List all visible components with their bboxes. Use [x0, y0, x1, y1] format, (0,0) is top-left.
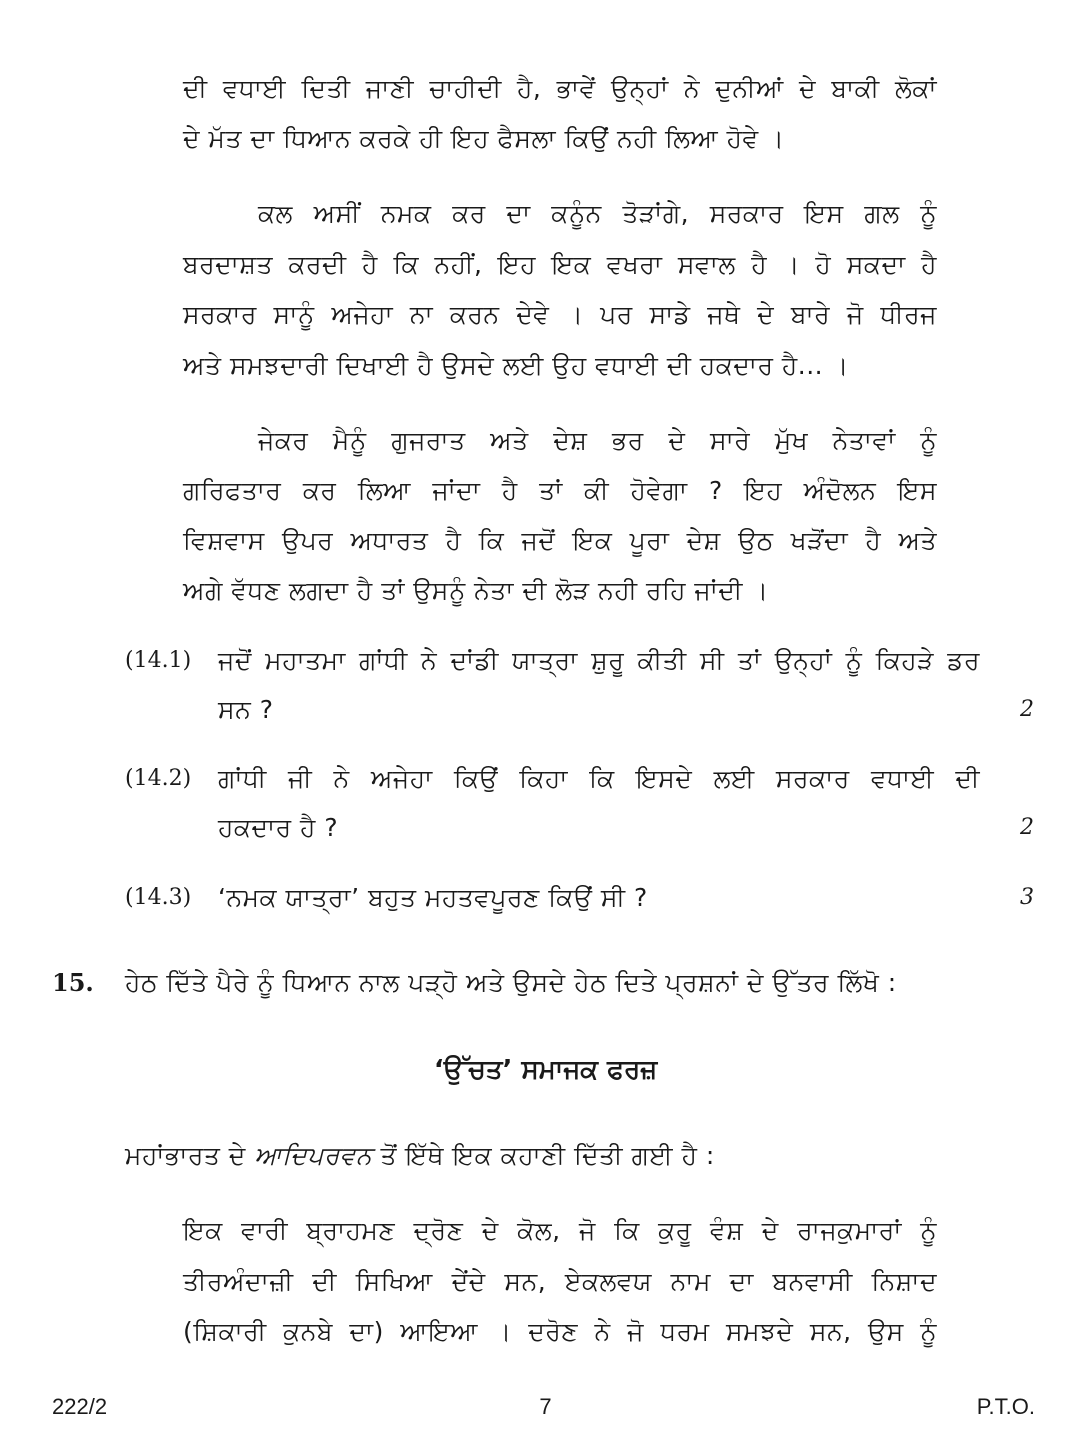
page-number: 7 — [539, 1394, 552, 1419]
question-text: ਜਦੋਂ ਮਹਾਤਮਾ ਗਾਂਧੀ ਨੇ ਦਾਂਡੀ ਯਾਤ੍ਰਾ ਸ਼ੁਰੂ ਕੀਤੀ ਸੀ ਤਾਂ ਉਨ੍ਹਾਂ ਨੂੰ ਕਿਹੜੇ ਡਰ — [218, 646, 980, 675]
question-number: (14.2) — [125, 766, 192, 791]
passage-intro — [125, 1139, 715, 1173]
passage-line: ਦੀ ਵਧਾਈ ਦਿਤੀ ਜਾਣੀ ਚਾਹੀਦੀ ਹੈ, ਭਾਵੇਂ ਉਨ੍ਹਾਂ ਨੇ ਦੁਨੀਆਂ ਦੇ ਬਾਕੀ ਲੋਕਾਂ — [183, 74, 937, 103]
paper-code: 222/2 — [52, 1394, 108, 1419]
passage-line: ਅਤੇ ਸਮਝਦਾਰੀ ਦਿਖਾਈ ਹੈ ਉਸਦੇ ਲਈ ਉਹ ਵਧਾਈ ਦੀ ਹਕਦਾਰ ਹੈ... । — [183, 351, 849, 380]
story-line: ਤੀਰਅੰਦਾਜ਼ੀ ਦੀ ਸਿਖਿਆ ਦੇਂਦੇ ਸਨ, ਏਕਲਵਯ ਨਾਮ ਦਾ ਬਨਵਾਸੀ ਨਿਸ਼ਾਦ — [183, 1267, 937, 1296]
passage-line: ਸਰਕਾਰ ਸਾਨੂੰ ਅਜੇਹਾ ਨਾ ਕਰਨ ਦੇਵੇ । ਪਰ ਸਾਡੇ ਜਥੇ ਦੇ ਬਾਰੇ ਜੋ ਧੀਰਜ — [183, 300, 937, 329]
pto-label: P.T.O. — [976, 1394, 1035, 1419]
passage-line: ਅਗੇ ਵੱਧਣ ਲਗਦਾ ਹੈ ਤਾਂ ਉਸਨੂੰ ਨੇਤਾ ਦੀ ਲੋੜ ਨਹੀ ਰਹਿ ਜਾਂਦੀ । — [183, 576, 769, 605]
question-number: 15. — [52, 968, 94, 997]
passage-line: ਦੇ ਮੱਤ ਦਾ ਧਿਆਨ ਕਰਕੇ ਹੀ ਇਹ ਫੈਸਲਾ ਕਿਉਂ ਨਹੀ ਲਿਆ ਹੋਵੇ । — [183, 124, 785, 153]
intro-book-title: ਆਦਿਪਰਵਨ — [254, 1141, 373, 1170]
story-line: ਇਕ ਵਾਰੀ ਬ੍ਰਾਹਮਣ ਦ੍ਰੋਣ ਦੇ ਕੋਲ, ਜੋ ਕਿ ਕੁਰੂ ਵੰਸ਼ ਦੇ ਰਾਜਕੁਮਾਰਾਂ ਨੂੰ — [183, 1216, 937, 1245]
passage-line: ਬਰਦਾਸ਼ਤ ਕਰਦੀ ਹੈ ਕਿ ਨਹੀਂ, ਇਹ ਇਕ ਵਖਰਾ ਸਵਾਲ ਹੈ । ਹੋ ਸਕਦਾ ਹੈ — [183, 250, 937, 279]
question-marks: 2 — [1020, 697, 1034, 722]
story-line: (ਸ਼ਿਕਾਰੀ ਕੁਨਬੇ ਦਾ) ਆਇਆ । ਦਰੋਣ ਨੇ ਜੋ ਧਰਮ ਸਮਝਦੇ ਸਨ, ਉਸ ਨੂੰ — [183, 1317, 937, 1346]
question-text: ਹੇਠ ਦਿੱਤੇ ਪੈਰੇ ਨੂੰ ਧਿਆਨ ਨਾਲ ਪੜ੍ਹੋ ਅਤੇ ਉਸਦੇ ਹੇਠ ਦਿਤੇ ਪ੍ਰਸ਼ਨਾਂ ਦੇ ਉੱਤਰ ਲਿੱਖੋ : — [125, 968, 897, 997]
passage-line: ਗਰਿਫਤਾਰ ਕਰ ਲਿਆ ਜਾਂਦਾ ਹੈ ਤਾਂ ਕੀ ਹੋਵੇਗਾ ? ਇਹ ਅੰਦੋਲਨ ਇਸ — [183, 476, 937, 505]
passage-title: ‘ਉੱਚਤ’ ਸਮਾਜਕ ਫਰਜ਼ — [433, 1055, 658, 1085]
intro-text: ਤੋਂ ਇੱਥੇ ਇਕ ਕਹਾਣੀ ਦਿੱਤੀ ਗਈ ਹੈ : — [380, 1141, 715, 1170]
question-marks: 2 — [1020, 815, 1034, 840]
passage-line: ਜੇਕਰ ਮੈਨੂੰ ਗੁਜਰਾਤ ਅਤੇ ਦੇਸ਼ ਭਰ ਦੇ ਸਾਰੇ ਮੁੱਖ ਨੇਤਾਵਾਂ ਨੂੰ — [258, 426, 937, 455]
question-number: (14.3) — [125, 885, 192, 910]
question-number: (14.1) — [125, 648, 192, 673]
question-marks: 3 — [1020, 885, 1034, 910]
intro-text: ਮਹਾਂਭਾਰਤ ਦੇ — [125, 1141, 246, 1170]
passage-line: ਵਿਸ਼ਵਾਸ ਉਪਰ ਅਧਾਰਤ ਹੈ ਕਿ ਜਦੋਂ ਇਕ ਪੂਰਾ ਦੇਸ਼ ਉਠ ਖੜੋਂਦਾ ਹੈ ਅਤੇ — [183, 526, 937, 555]
question-text: ਸਨ ? — [218, 695, 274, 724]
question-text: ‘ਨਮਕ ਯਾਤ੍ਰਾ’ ਬਹੁਤ ਮਹਤਵਪੂਰਣ ਕਿਉਂ ਸੀ ? — [218, 883, 648, 912]
question-text: ਹਕਦਾਰ ਹੈ ? — [218, 813, 339, 842]
passage-line: ਕਲ ਅਸੀਂ ਨਮਕ ਕਰ ਦਾ ਕਨੂੰਨ ਤੋੜਾਂਗੇ, ਸਰਕਾਰ ਇਸ ਗਲ ਨੂੰ — [258, 199, 937, 228]
question-text: ਗਾਂਧੀ ਜੀ ਨੇ ਅਜੇਹਾ ਕਿਉਂ ਕਿਹਾ ਕਿ ਇਸਦੇ ਲਈ ਸਰਕਾਰ ਵਧਾਈ ਦੀ — [218, 764, 980, 793]
